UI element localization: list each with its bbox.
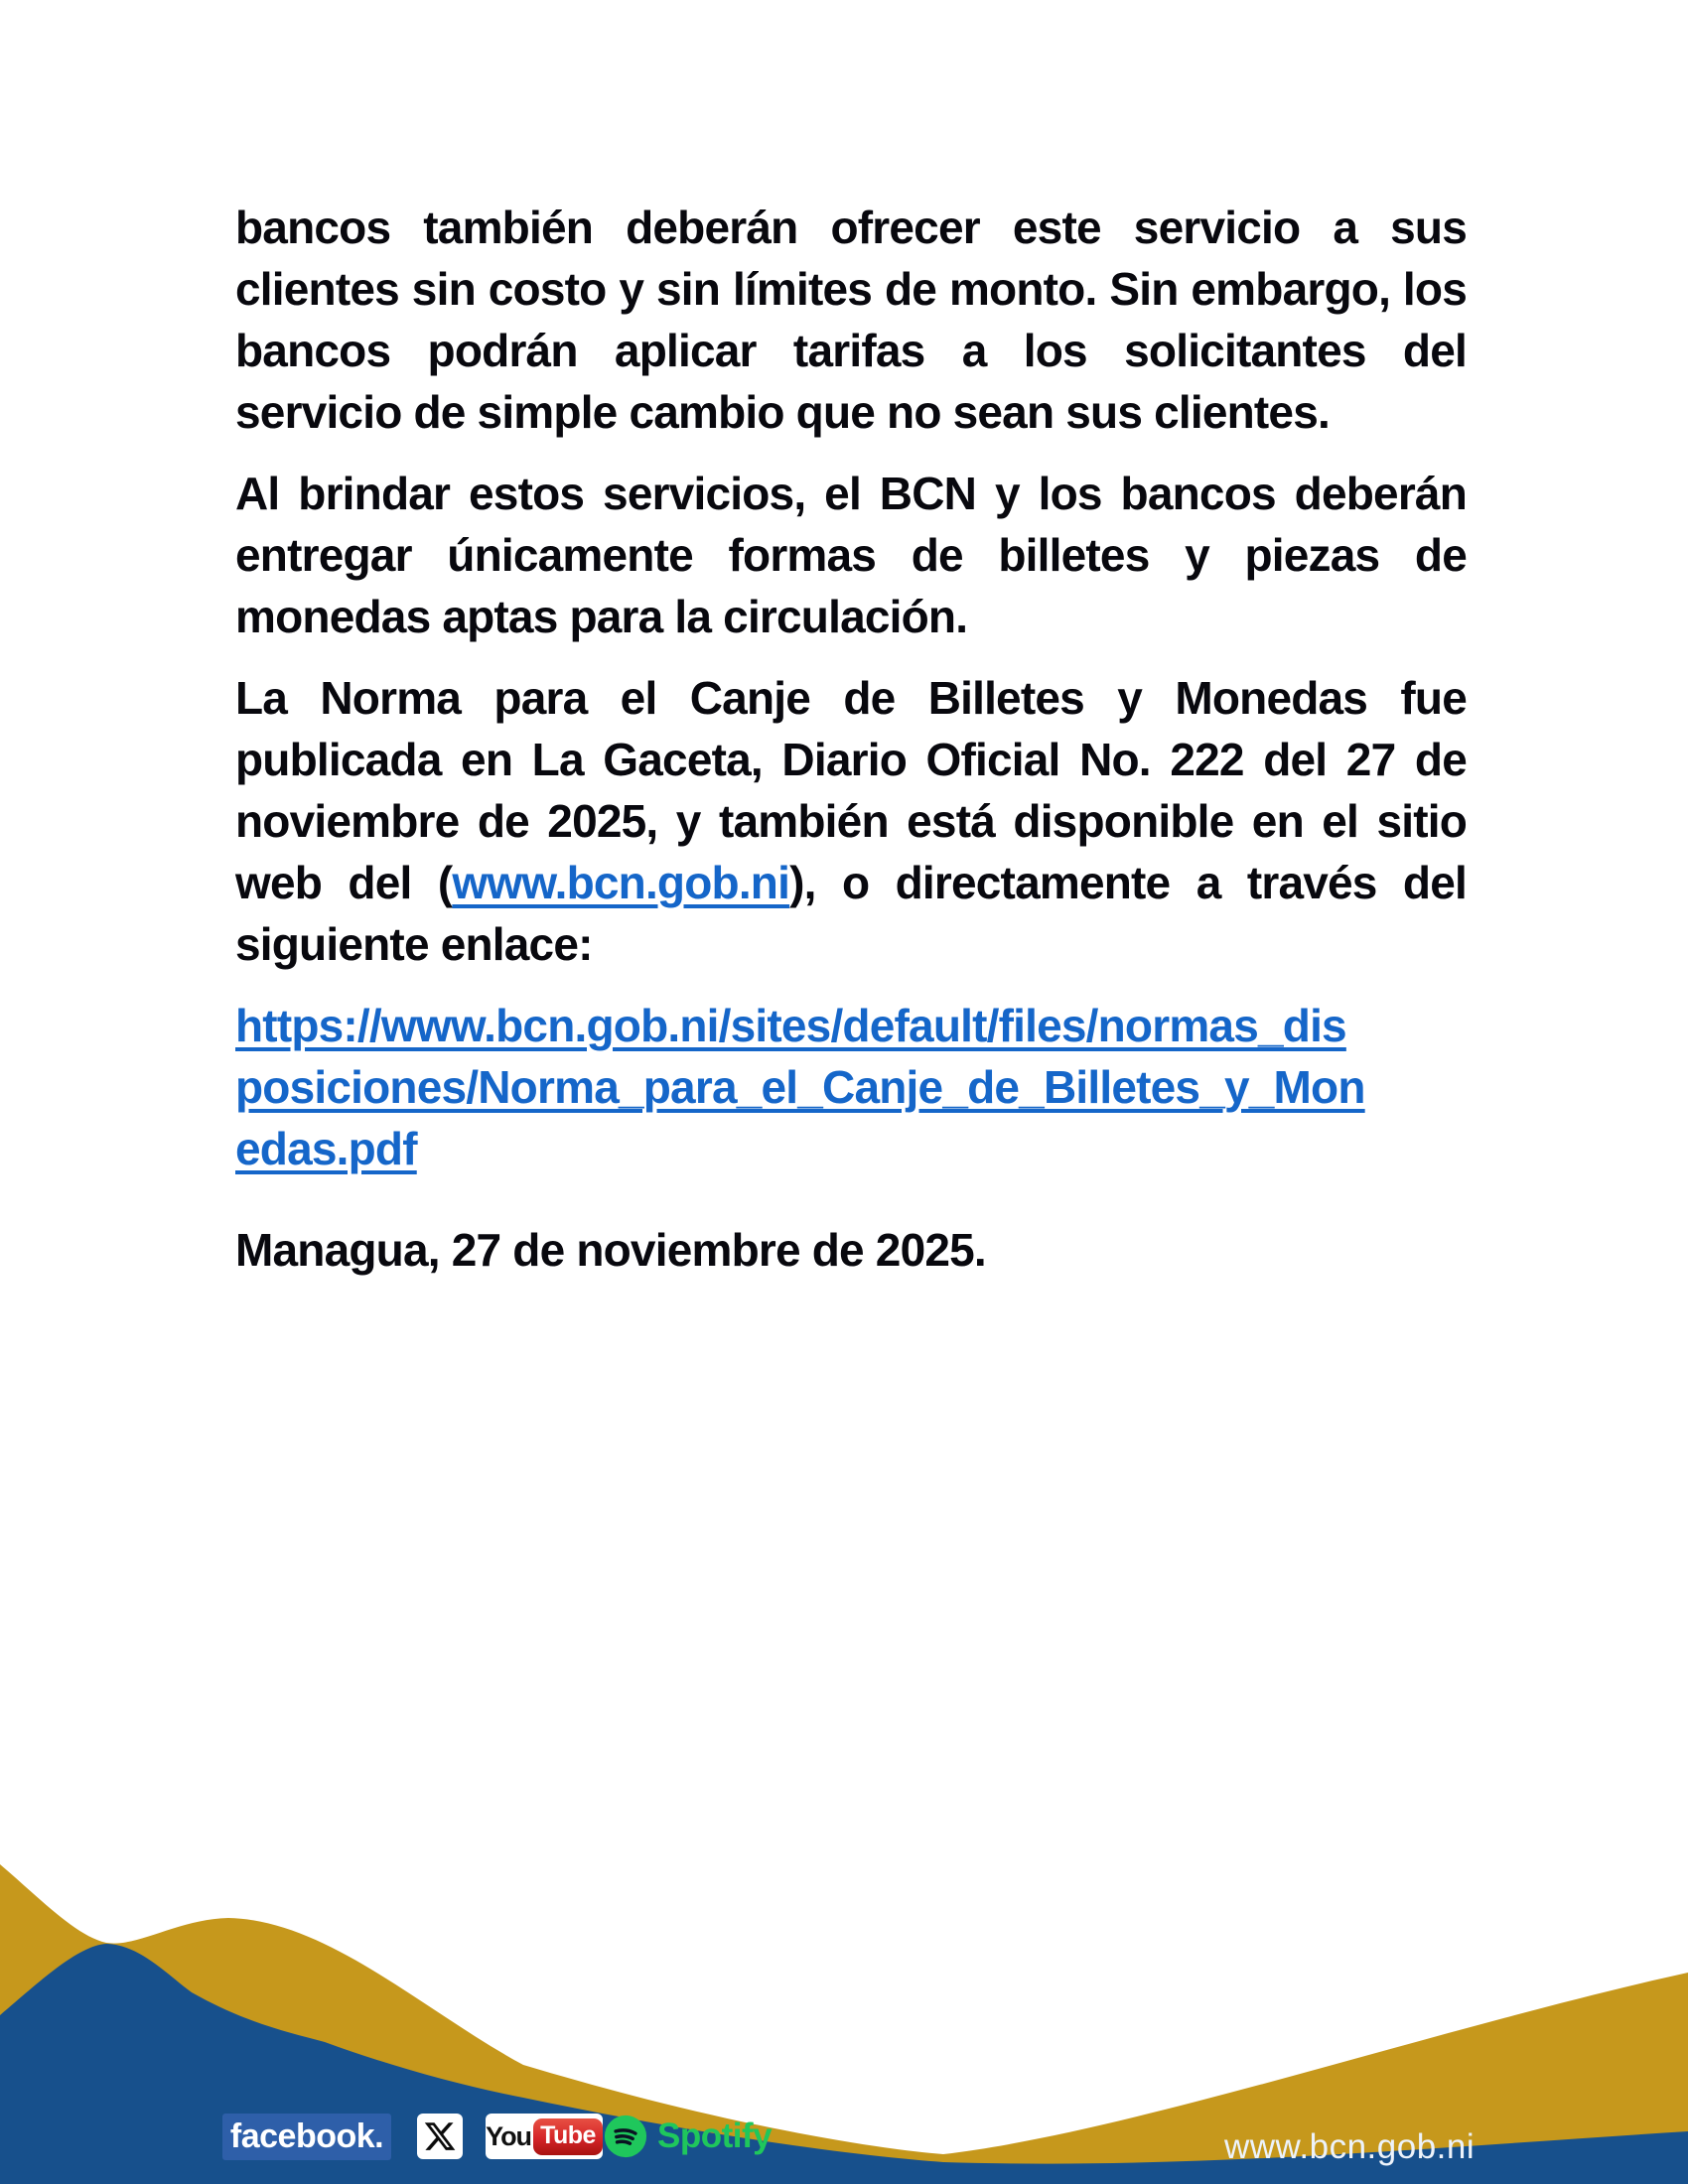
x-icon[interactable] xyxy=(417,2114,463,2159)
spotify-logo[interactable] xyxy=(604,2114,772,2159)
paragraph-norma xyxy=(235,667,1467,975)
youtube-logo[interactable] xyxy=(486,2114,603,2159)
facebook-logo[interactable] xyxy=(222,2114,391,2160)
pdf-link-line-2[interactable]: posiciones/Norma_para_el_Canje_de_Billetes_y_Mon xyxy=(235,1061,1365,1113)
spotify-icon xyxy=(604,2115,647,2158)
pdf-link-line-3[interactable]: edas.pdf xyxy=(235,1123,417,1174)
bcn-website-inline-link[interactable]: www.bcn.gob.ni xyxy=(452,857,790,908)
paragraph-norma-text-after: ), o directamente a través del siguiente enlace: xyxy=(235,857,1467,970)
facebook-label: facebook. xyxy=(229,2117,384,2155)
dateline: Managua, 27 de noviembre de 2025. xyxy=(235,1224,986,1276)
paragraph-services: Al brindar estos servicios, el BCN y los bancos deberán entregar únicamente formas de billetes y piezas de monedas aptas para la circulación. xyxy=(235,468,1467,642)
youtube-you-label: You xyxy=(486,2120,532,2151)
paragraph-norma-text-before: La Norma para el Canje de Billetes y Monedas fue publicada en La Gaceta, Diario Oficial No. 222 del 27 de noviembre de 2025, y también está disponible en el sitio web del ( xyxy=(235,672,1467,908)
press-release-body xyxy=(235,197,1467,1300)
youtube-tube-badge: Tube xyxy=(533,2118,603,2155)
spotify-label: Spotify xyxy=(657,2116,773,2155)
norma-pdf-link[interactable] xyxy=(235,995,1467,1179)
pdf-link-line-1[interactable]: https://www.bcn.gob.ni/sites/default/files/normas_dis xyxy=(235,1000,1346,1051)
footer-website-url[interactable]: www.bcn.gob.ni xyxy=(1224,2127,1476,2166)
paragraph-continuation: bancos también deberán ofrecer este servicio a sus clientes sin costo y sin límites de monto. Sin embargo, los bancos podrán aplicar tarifas a los solicitantes del servicio de simple cambio que no sean sus clientes. xyxy=(235,202,1467,438)
x-glyph xyxy=(423,2119,457,2153)
